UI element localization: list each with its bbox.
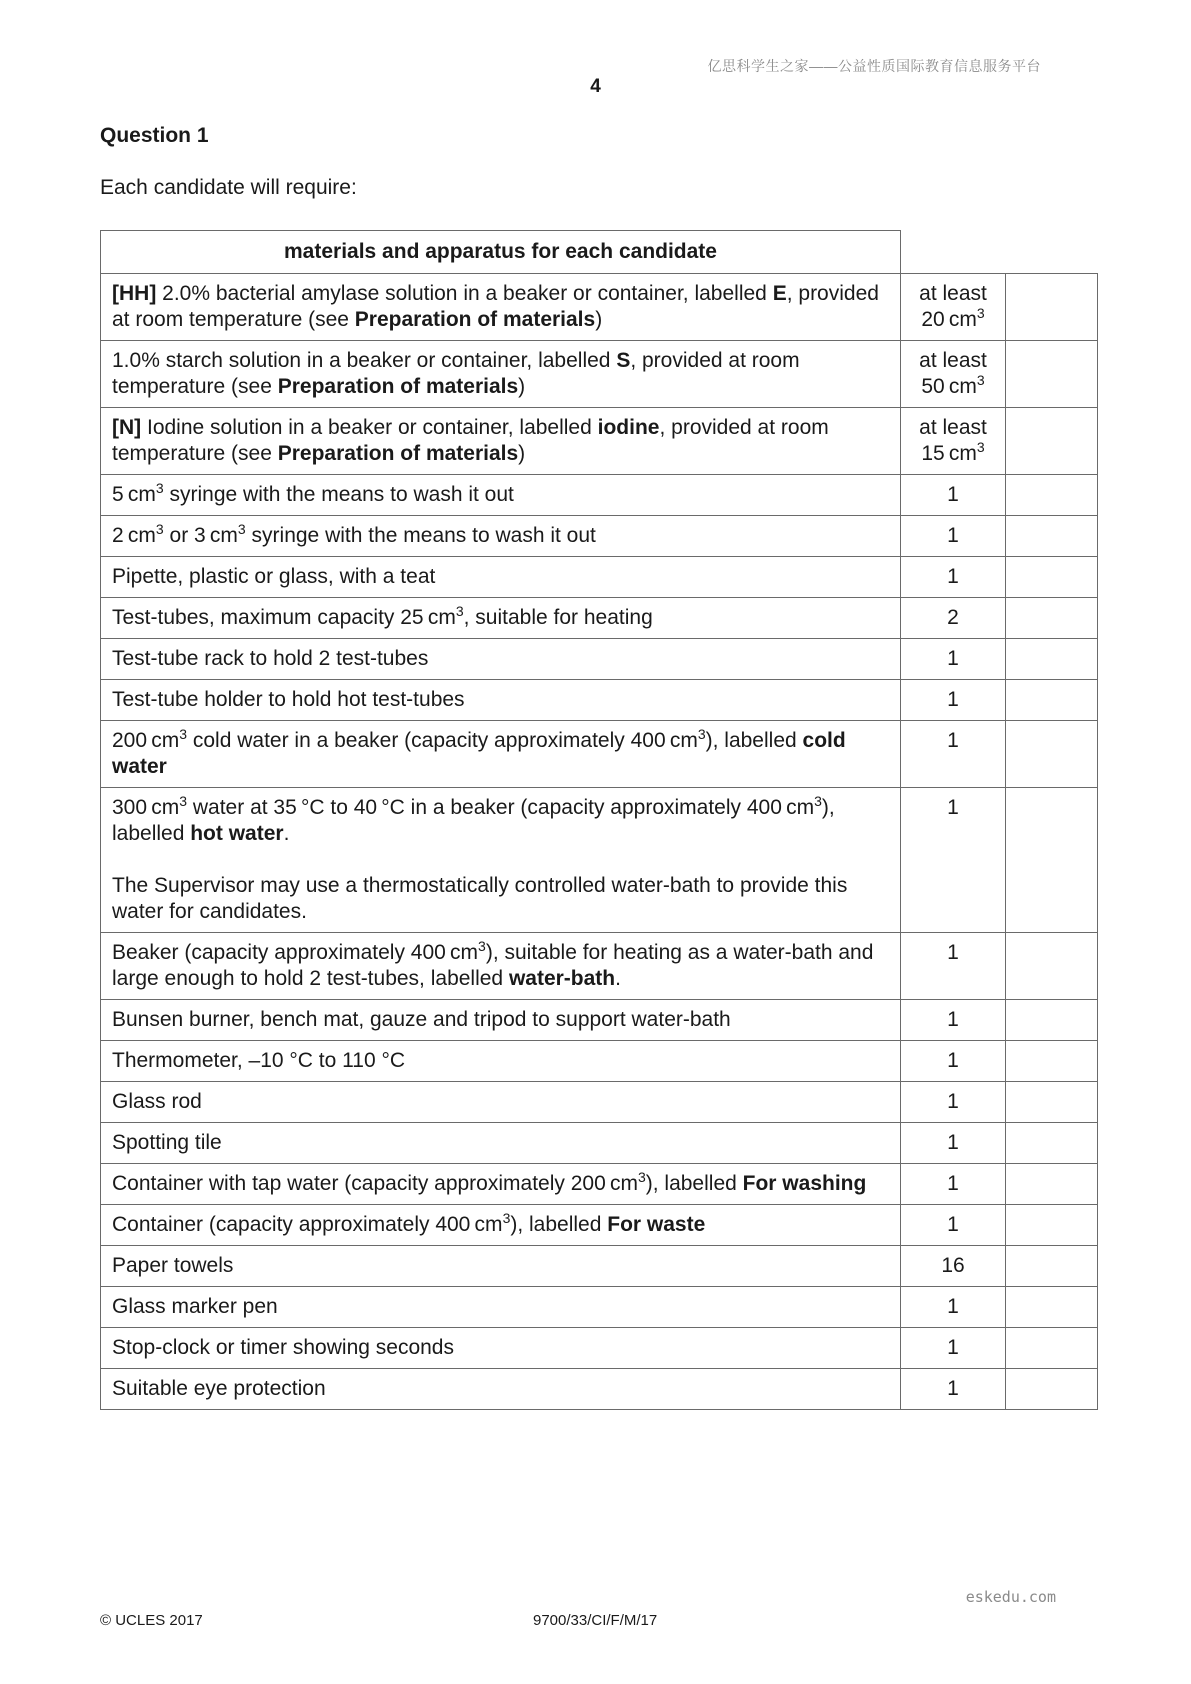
row-description: Thermometer, –10 °C to 110 °C	[101, 1041, 901, 1082]
row-description: Bunsen burner, bench mat, gauze and tripod to support water-bath	[101, 1000, 901, 1041]
row-quantity: 16	[901, 1246, 1006, 1287]
row-quantity: at least 50 $cm^3$	[901, 341, 1006, 408]
row-quantity: 1	[901, 788, 1006, 933]
table-row	[101, 639, 1098, 680]
row-quantity: at least 15 $cm^3$	[901, 408, 1006, 475]
row-description: Pipette, plastic or glass, with a teat	[101, 557, 901, 598]
row-check-cell	[1006, 598, 1098, 639]
table-header: materials and apparatus for each candidate	[101, 231, 901, 274]
row-check-cell	[1006, 788, 1098, 933]
table-row	[101, 1205, 1098, 1246]
question-title: Question 1	[100, 124, 209, 147]
table-row	[101, 557, 1098, 598]
row-check-cell	[1006, 1123, 1098, 1164]
row-quantity: 1	[901, 639, 1006, 680]
table-row	[101, 1328, 1098, 1369]
row-description: Glass marker pen	[101, 1287, 901, 1328]
table-row	[101, 788, 1098, 933]
table-row	[101, 475, 1098, 516]
row-check-cell	[1006, 1000, 1098, 1041]
row-check-cell	[1006, 721, 1098, 788]
row-quantity: 1	[901, 1164, 1006, 1205]
table-header-row	[101, 231, 1098, 274]
table-row	[101, 341, 1098, 408]
row-check-cell	[1006, 933, 1098, 1000]
table-row	[101, 408, 1098, 475]
row-check-cell	[1006, 341, 1098, 408]
row-description: 300 $cm^3$ water at 35 °C to 40 °C in a beaker (capacity approximately 400 $cm^3$), labelled hot water. The Supervisor may use a thermostatically controlled water-bath to provide this water for candidates.	[101, 788, 901, 933]
row-description: [HH] 2.0% bacterial amylase solution in a beaker or container, labelled E, provided at room temperature (see Preparation of materials)	[101, 274, 901, 341]
table-row	[101, 1000, 1098, 1041]
table-row	[101, 274, 1098, 341]
table-row	[101, 598, 1098, 639]
page-number: 4	[590, 76, 601, 97]
row-check-cell	[1006, 516, 1098, 557]
table-row	[101, 680, 1098, 721]
intro-text: Each candidate will require:	[100, 176, 357, 199]
row-check-cell	[1006, 1164, 1098, 1205]
row-description: Suitable eye protection	[101, 1369, 901, 1410]
footer-syllabus-code: 9700/33/CI/F/M/17	[533, 1612, 658, 1629]
table-row	[101, 1246, 1098, 1287]
row-description: Container with tap water (capacity approximately 200 $cm^3$), labelled For washing	[101, 1164, 901, 1205]
row-description: Paper towels	[101, 1246, 901, 1287]
row-quantity: 1	[901, 1287, 1006, 1328]
row-description: Test-tubes, maximum capacity 25 $cm^3$, suitable for heating	[101, 598, 901, 639]
row-description: Spotting tile	[101, 1123, 901, 1164]
row-quantity: 1	[901, 680, 1006, 721]
row-quantity: 1	[901, 557, 1006, 598]
watermark-top: 亿思科学生之家——公益性质国际教育信息服务平台	[707, 58, 1041, 74]
row-quantity: 1	[901, 1041, 1006, 1082]
row-check-cell	[1006, 1246, 1098, 1287]
table-row	[101, 516, 1098, 557]
row-check-cell	[1006, 639, 1098, 680]
table-row	[101, 1369, 1098, 1410]
row-quantity: at least 20 $cm^3$	[901, 274, 1006, 341]
table-row	[101, 933, 1098, 1000]
row-quantity: 1	[901, 1082, 1006, 1123]
row-description: Test-tube holder to hold hot test-tubes	[101, 680, 901, 721]
row-quantity: 1	[901, 1205, 1006, 1246]
watermark-bottom: eskedu.com	[965, 1588, 1056, 1606]
row-check-cell	[1006, 1205, 1098, 1246]
row-description: 200 $cm^3$ cold water in a beaker (capacity approximately 400 $cm^3$), labelled cold water	[101, 721, 901, 788]
materials-table-wrapper	[100, 230, 1098, 1410]
row-quantity: 1	[901, 475, 1006, 516]
row-quantity: 1	[901, 1369, 1006, 1410]
row-check-cell	[1006, 274, 1098, 341]
row-description: Test-tube rack to hold 2 test-tubes	[101, 639, 901, 680]
row-quantity: 1	[901, 1123, 1006, 1164]
row-check-cell	[1006, 408, 1098, 475]
row-description: Beaker (capacity approximately 400 $cm^3$), suitable for heating as a water-bath and large enough to hold 2 test-tubes, labelled water-bath.	[101, 933, 901, 1000]
row-check-cell	[1006, 1287, 1098, 1328]
row-quantity: 2	[901, 598, 1006, 639]
row-description: Container (capacity approximately 400 $cm^3$), labelled For waste	[101, 1205, 901, 1246]
row-description: [N] Iodine solution in a beaker or container, labelled iodine, provided at room temperature (see Preparation of materials)	[101, 408, 901, 475]
row-check-cell	[1006, 557, 1098, 598]
row-description: 5 $cm^3$ syringe with the means to wash it out	[101, 475, 901, 516]
materials-table	[100, 230, 1098, 1410]
footer-copyright: © UCLES 2017	[100, 1612, 203, 1629]
table-row	[101, 1287, 1098, 1328]
row-check-cell	[1006, 1369, 1098, 1410]
row-quantity: 1	[901, 516, 1006, 557]
table-row	[101, 1123, 1098, 1164]
row-description: Glass rod	[101, 1082, 901, 1123]
table-row	[101, 721, 1098, 788]
row-description: 1.0% starch solution in a beaker or container, labelled S, provided at room temperature (see Preparation of materials)	[101, 341, 901, 408]
table-row	[101, 1082, 1098, 1123]
row-check-cell	[1006, 1041, 1098, 1082]
table-row	[101, 1164, 1098, 1205]
row-quantity: 1	[901, 1328, 1006, 1369]
row-check-cell	[1006, 475, 1098, 516]
row-description: 2 $cm^3$ or 3 $cm^3$ syringe with the means to wash it out	[101, 516, 901, 557]
table-row	[101, 1041, 1098, 1082]
row-check-cell	[1006, 1082, 1098, 1123]
row-quantity: 1	[901, 1000, 1006, 1041]
row-description: Stop-clock or timer showing seconds	[101, 1328, 901, 1369]
row-check-cell	[1006, 1328, 1098, 1369]
row-quantity: 1	[901, 721, 1006, 788]
row-check-cell	[1006, 680, 1098, 721]
row-quantity: 1	[901, 933, 1006, 1000]
